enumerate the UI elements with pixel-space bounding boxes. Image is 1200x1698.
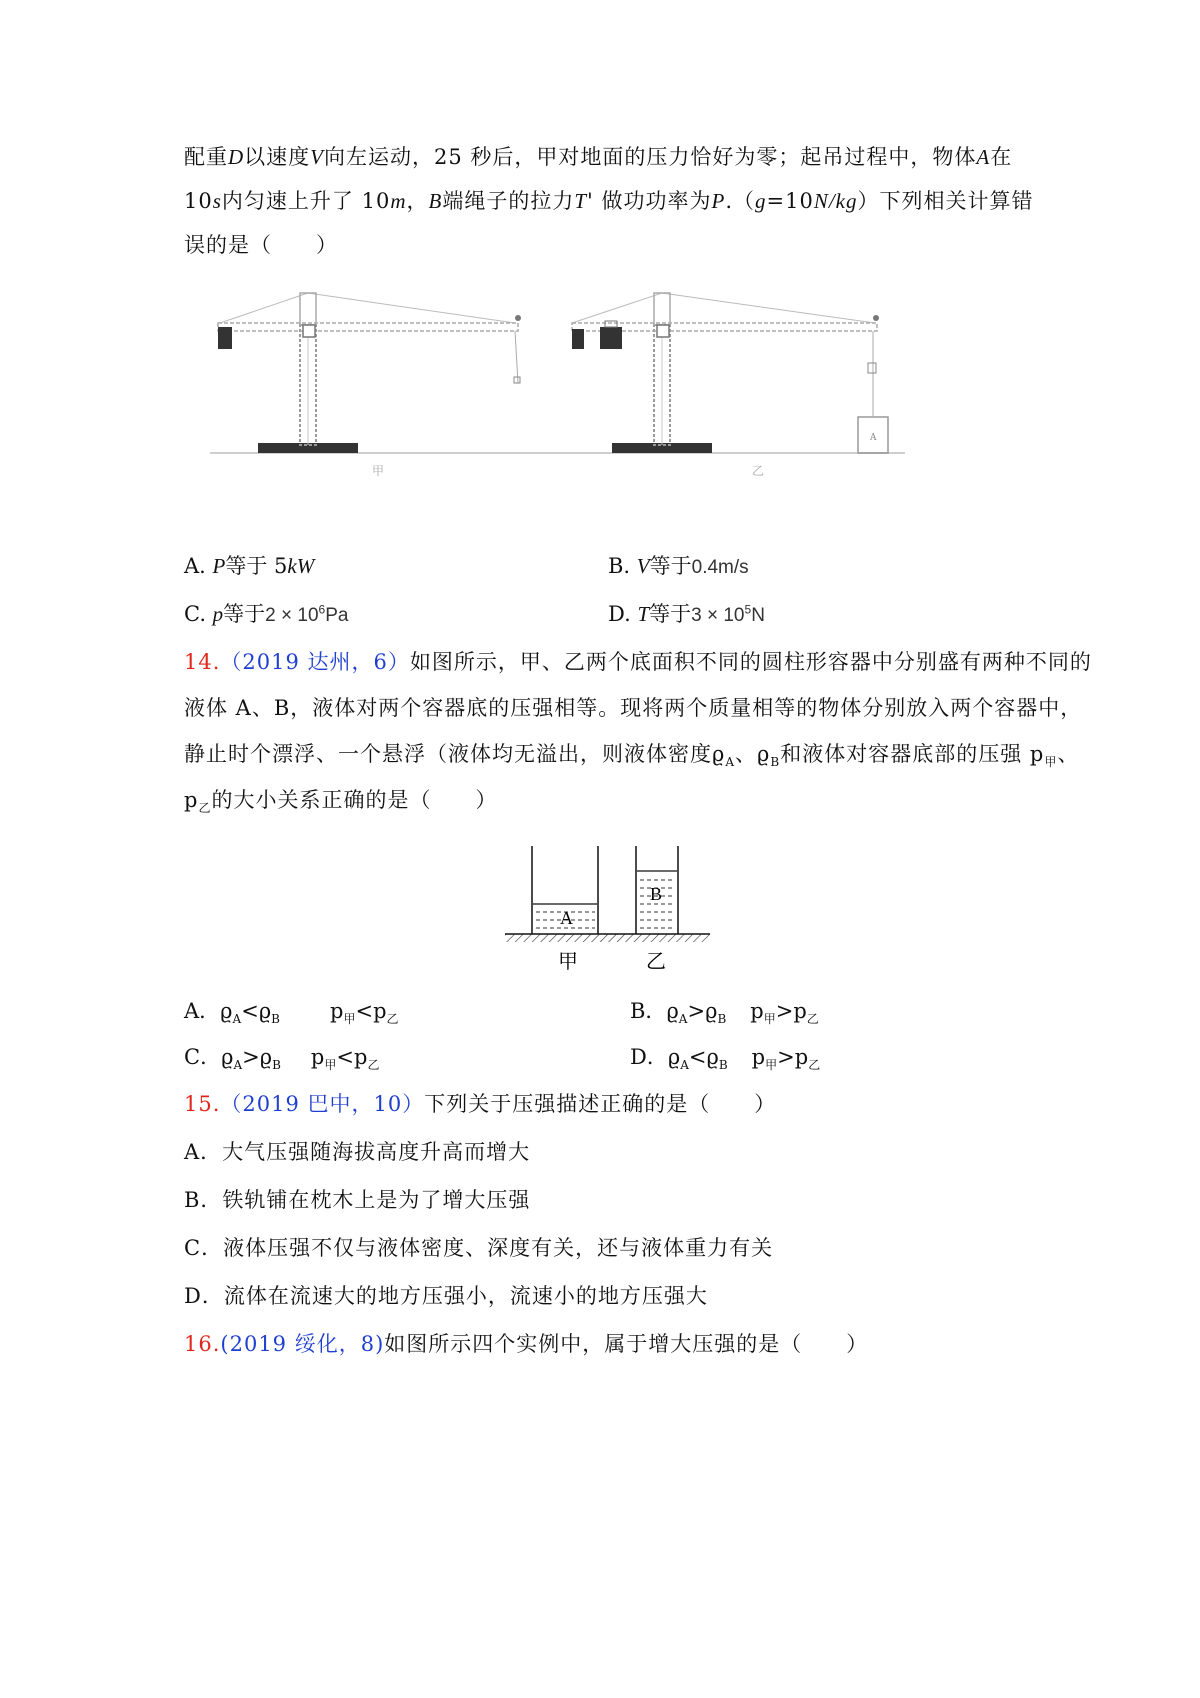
liquid-b-label: B bbox=[650, 884, 663, 904]
q14-line-4: $p_乙$的大小关系正确的是（ ） bbox=[184, 788, 498, 816]
q14-option-c: C．$ϱ_A>ϱ_B$ $p_甲<p_乙$ bbox=[184, 1045, 380, 1073]
q14-option-a: A．$ϱ_A<ϱ_B$ $p_甲<p_乙$ bbox=[184, 999, 399, 1027]
q15-option-c: C．液体压强不仅与液体密度、深度有关，还与液体重力有关 bbox=[184, 1236, 774, 1260]
q13-line-1: 配重D以速度V向左运动，25 秒后，甲对地面的压力恰好为零；起吊过程中，物体A在 bbox=[184, 145, 1013, 169]
crane-right bbox=[572, 293, 888, 453]
q13-option-a: A. P等于 5kW bbox=[184, 554, 315, 578]
q16-number: 16. bbox=[184, 1332, 221, 1356]
q14-line-1: 14.（2019 达州，6）如图所示，甲、乙两个底面积不同的圆柱形容器中分别盛有两种不同的 bbox=[184, 650, 1092, 674]
crane-label-left: 甲 bbox=[372, 464, 385, 478]
crane-left bbox=[218, 293, 521, 453]
q13-line-3: 误的是（ ） bbox=[184, 233, 338, 257]
q14-source: （2019 达州，6） bbox=[220, 650, 410, 674]
containers-figure bbox=[500, 838, 720, 978]
container-label-jia: 甲 bbox=[558, 949, 578, 973]
container-jia bbox=[532, 846, 598, 934]
q15-source: （2019 巴中，10） bbox=[220, 1092, 425, 1116]
q15-option-a: A．大气压强随海拔高度升高而增大 bbox=[184, 1140, 531, 1164]
load-tag-a: A bbox=[870, 433, 877, 443]
q13-line-2: 10s内匀速上升了 10m，B端绳子的拉力T' 做功功率为P.（g=10N/kg）下列相关计算错 bbox=[184, 189, 1034, 213]
q14-option-b: B．$ϱ_A>ϱ_B$ $p_甲>p_乙$ bbox=[630, 999, 819, 1027]
q15-stem: 15.（2019 巴中，10）下列关于压强描述正确的是（ ） bbox=[184, 1092, 777, 1116]
q13-option-b: B. V等于0.4m/s bbox=[608, 554, 749, 578]
q15-option-b: B．铁轨铺在枕木上是为了增大压强 bbox=[184, 1188, 531, 1212]
crane-label-right: 乙 bbox=[752, 464, 765, 478]
container-yi bbox=[636, 846, 678, 934]
liquid-a-label: A bbox=[560, 908, 573, 928]
q14-number: 14. bbox=[184, 650, 221, 674]
q15-option-d: D．流体在流速大的地方压强小，流速小的地方压强大 bbox=[184, 1284, 708, 1308]
q16-source: (2019 绥化，8) bbox=[220, 1332, 385, 1356]
q16-stem: 16.(2019 绥化，8)如图所示四个实例中，属于增大压强的是（ ） bbox=[184, 1332, 869, 1356]
q14-option-d: D．$ϱ_A<ϱ_B$ $p_甲>p_乙$ bbox=[630, 1045, 821, 1073]
q14-line-3: 静止时个漂浮、一个悬浮（液体均无溢出，则液体密度$ϱ_A$、$ϱ_B$和液体对容器底部的压强 $p_甲$、 bbox=[184, 742, 1080, 770]
container-label-yi: 乙 bbox=[646, 949, 666, 973]
q14-line-2: 液体 A、B，液体对两个容器底的压强相等。现将两个质量相等的物体分别放入两个容器中， bbox=[184, 696, 1083, 720]
q13-option-c: C. p等于$2 \times 10^6Pa$ bbox=[184, 602, 349, 626]
q15-number: 15. bbox=[184, 1092, 221, 1116]
crane-figure bbox=[200, 285, 930, 490]
q13-option-d: D. T等于$3 \times 10^5N$ bbox=[608, 602, 765, 626]
